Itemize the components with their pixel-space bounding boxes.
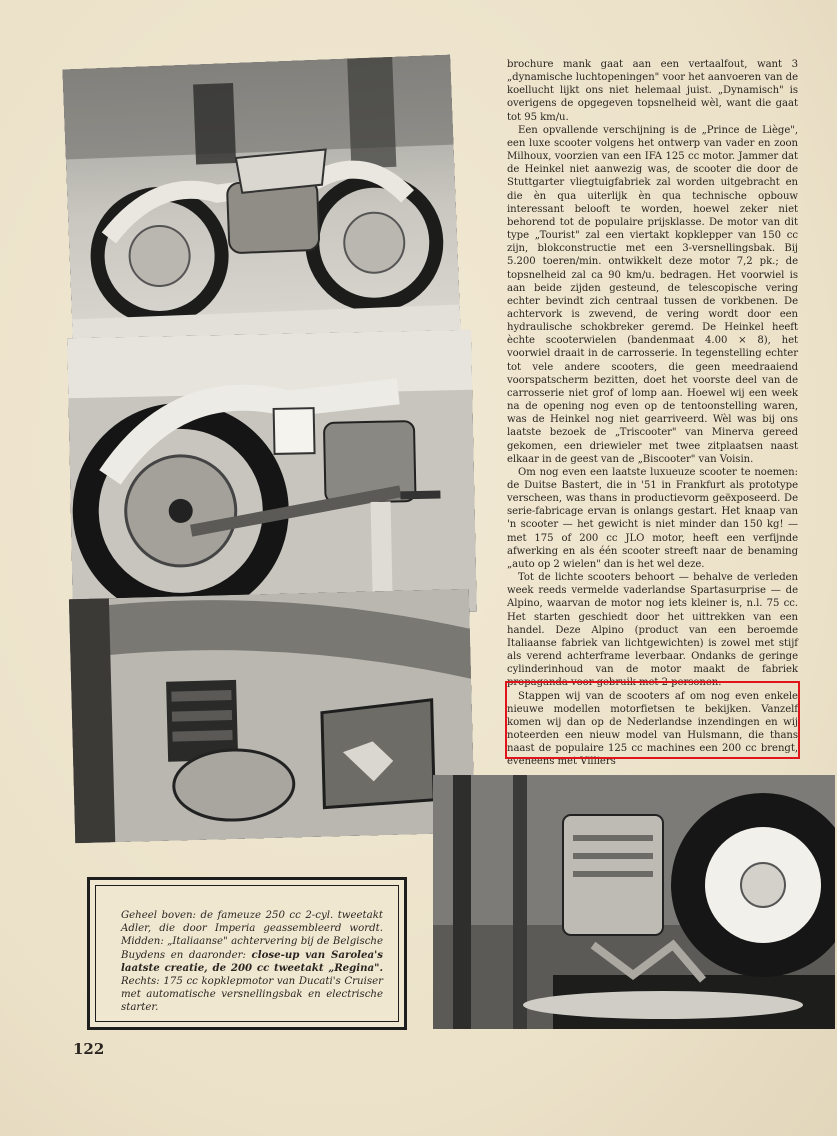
- photo-ducati-cruiser-engine: [433, 775, 835, 1029]
- photo-adler-motorcycle: [62, 55, 461, 370]
- photo-buydens-rear-suspension: [67, 330, 477, 620]
- article-paragraph: Om nog even een laatste luxueuze scooter te noemen: de Duitse Bastert, die in '51 in Frankfurt als prototype verscheen, was thans in productievorm geëxposeerd. De serie-fabricage ervan is onlangs gestart. Het knaap van 'n scooter — het gewicht is niet minder dan 150 kg! — met 175 of 200 cc JLO motor, heeft een verfijnde afwerking en als één scooter streeft naar de benaming „auto op 2 wielen" dan is het wel deze.: [507, 466, 798, 570]
- caption-box: [87, 877, 407, 1030]
- article-paragraph: Een opvallende verschijning is de „Prince de Liège", een luxe scooter volgens het ontwerp van vader en zoon Milhoux, voorzien van een IFA 125 cc motor. Jammer dat de Heinkel niet aanwezig was, de scooter die door de Stuttgarter vliegtuigfabriek zal worden uitgebracht en die èn qua uiterlijk èn qua technische opbouw interessant belooft te worden, hoewel zeker niet behorend tot de populaire prijsklasse. De motor van dit type „Tourist" zal een viertakt kopklepper van 150 cc zijn, blokconstructie met een 3-versnellingsbak. Bij 5.200 toeren/min. ontwikkelt deze motor 7,2 pk.; de topsnelheid zal ca 90 km/u. bedragen. Het voorwiel is aan beide zijden gesteund, de telescopische vering echter bevindt zich centraal tussen de vorkbenen. De achtervork is zwevend, de vering wordt door een hydraulische schokbreker geremd. De Heinkel heeft èchte scooterwielen (bandenmaat 4.00 × 8), het voorwiel draait in de carrosserie. In tegenstelling echter tot vele andere scooters, die geen meedraaiend voorspatscherm bezitten, doet het voorste deel van de carrosserie niet grof of lomp aan. Hoewel wij een week na de opening nog even op de tentoonstelling waren, was de Heinkel nog niet gearriveerd. Wèl was bij ons laatste bezoek de „Triscooter" van Minerva gereed gekomen, een driewieler met twee zitplaatsen naast elkaar in de geest van de „Biscooter" van Voisin.: [507, 124, 798, 465]
- photo-sarolea-regina-closeup: [69, 589, 475, 843]
- article-paragraph: Tot de lichte scooters behoort — behalve de verleden week reeds vermelde vaderlandse Spartasurprise — de Alpino, waarvan de motor nog iets kleiner is, n.l. 75 cc. Het starten geschiedt door het uittrekken van een handel. Deze Alpino (product van een beroemde Italiaanse fabriek van lichtgewichten) is zowel met stijf als verend achterframe leverbaar. Ondanks de geringe cylinderinhoud van de motor maakt de fabriek propaganda voor gebruik met 2 personen.: [507, 572, 798, 689]
- article-paragraph-highlighted: Stappen wij van de scooters af om nog even enkele nieuwe modellen motorfietsen te bekijken. Vanzelf komen wij dan op de Nederlandse inzendingen en wij noteerden een nieuw model van Hulsmann, die thans naast de populaire 125 cc machines een 200 cc brengt, eveneens met Villiers: [507, 690, 798, 768]
- caption-part-1: Geheel boven: de fameuze 250 cc 2-cyl. tweetakt Adler, die door Imperia geassembleerd wordt. Midden: „Italiaanse" achtervering bij de Belgische Buydens en daaronder:: [121, 910, 383, 961]
- caption-part-3: Rechts: 175 cc kopklepmotor van Ducati's Cruiser met automatische versnellingsbak en electrische starter.: [121, 976, 383, 1014]
- page-number: 122: [73, 1040, 105, 1058]
- photo-caption: [121, 909, 383, 1015]
- article-text: [507, 58, 798, 768]
- caption-part-2: close-up van Sarolea's laatste creatie, de 200 cc tweetakt „Regina".: [121, 948, 383, 974]
- article-paragraph: brochure mank gaat aan een vertaalfout, want 3 „dynamische luchtopeningen" voor het aanvoeren van de koellucht lijkt ons niet helemaal juist. „Dynamisch" is overigens de opgegeven topsnelheid wèl, want die gaat tot 95 km/u.: [507, 59, 798, 123]
